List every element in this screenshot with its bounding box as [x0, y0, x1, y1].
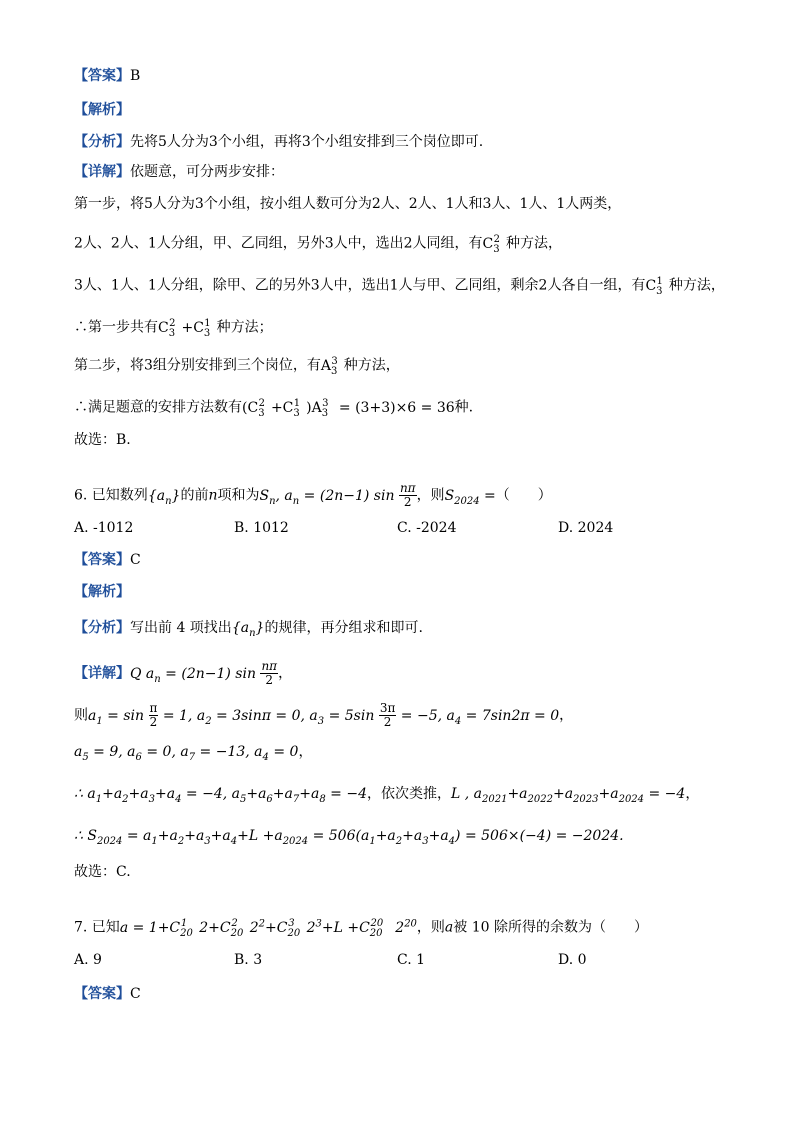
fenxi-tag: 【分析】: [74, 134, 130, 150]
case1-text-a: 2人、2人、1人分组，甲、乙同组，另外3人中，选出2人同组，有: [74, 235, 483, 252]
q6-seq: $\{a_n\}$: [147, 487, 181, 507]
case2-formula: $C_3^1$: [645, 276, 663, 297]
step1-total-formula: $C_3^2 +C_3^1$: [158, 318, 211, 339]
q6-stem-a: 6. 已知数列: [74, 487, 148, 504]
q6-option-b: B. 1012: [234, 520, 289, 536]
q6-analysis-line: [74, 582, 754, 602]
q5-analysis-line: [74, 100, 754, 120]
case1-formula: $C_3^2$: [482, 234, 501, 255]
q6-frac: $\frac{n\pi}{2}$: [399, 481, 416, 509]
q5-case2: [74, 272, 754, 301]
q7-option-b: B. 3: [234, 952, 263, 968]
q6-fenxi-line: 【分析】写出前 4 项找出$\{a_n\}$的规律，再分组求和即可.: [74, 620, 423, 639]
total-a: ∴满足题意的安排方法数有: [74, 399, 242, 416]
step1-total-a: ∴第一步共有: [74, 319, 158, 336]
q7-stem-b: ，则: [416, 919, 445, 936]
answer-value: B: [130, 68, 141, 84]
total-b: 种.: [454, 399, 474, 416]
q6-formula: $S_n$, $a_n = (2n-1)$ sin: [259, 487, 395, 507]
answer-value: C: [130, 552, 141, 568]
q6-stem-e: （ ）: [495, 487, 552, 504]
q6-stem-d: ，则: [416, 487, 445, 504]
q5-case1: [74, 230, 754, 259]
q6-next-terms: $a_5 = 9$, $a_6 = 0$, $a_7 = -13$, $a_4 = 0$，: [74, 744, 313, 763]
answer-tag: 【答案】: [74, 68, 130, 84]
q7-stem: 7. 已知$a = 1+C_{20}^1$ $2+C_{20}^2$ $2^2+C_{20}^3$ $2^3+L +C_{20}^{20}$ $2^{20}$，则a被 10 除所得的余数为（ ）: [74, 918, 648, 939]
answer-tag: 【答案】: [74, 552, 130, 568]
q6-choose: 故选：C.: [74, 864, 131, 880]
q7-stem-a: 7. 已知: [74, 919, 120, 936]
answer-value: C: [130, 986, 141, 1002]
q6-stem-b: 的前: [180, 487, 209, 504]
step2-formula: $A_3^3$: [320, 356, 338, 377]
q5-answer-line: [74, 66, 754, 86]
step2-a: 第二步，将3组分别安排到三个岗位，有: [74, 357, 321, 374]
case2-text-a: 3人、1人、1人分组，除甲、乙的另外3人中，选出1人与甲、乙同组，剩余2人各自一组，有: [74, 277, 646, 294]
q5-xiangjie-line: [74, 162, 754, 182]
case1-text-b: 种方法，: [506, 235, 563, 252]
answer-tag: 【答案】: [74, 986, 130, 1002]
q5-fenxi-line: [74, 132, 754, 152]
fenxi-a: 写出前 4 项找出: [130, 620, 232, 636]
q5-total: [74, 394, 754, 423]
q5-step1: 第一步，将5人分为3个小组，按小组人数可分为2人、2人、1人和3人、1人、1人两类，: [74, 196, 622, 212]
fenxi-tag: 【分析】: [74, 620, 130, 636]
q7-stem-c: 被 10 除所得的余数为（ ）: [453, 919, 648, 936]
xiangjie-text: 依题意，可分两步安排：: [130, 164, 284, 180]
case2-text-b: 种方法，: [668, 277, 725, 294]
q6-result: ∴ $S_{2024} = a_1+a_2+a_3+a_4+L +a_{2024} = 506(a_1+a_2+a_3+a_4) = 506\times(-4) = -2024$.: [74, 828, 624, 847]
xiangjie-tag: 【详解】: [74, 164, 130, 180]
etc-text: ，依次类推，: [366, 786, 451, 802]
q5-choose: 故选：B.: [74, 432, 131, 448]
fenxi-b: 的规律，再分组求和即可.: [264, 620, 423, 636]
analysis-tag: 【解析】: [74, 584, 130, 600]
q7-option-c: C. 1: [397, 952, 426, 968]
q6-option-a: A. -1012: [74, 520, 134, 536]
q7-formula: $a = 1+C_{20}^1$ $2+C_{20}^2$ $2^2+C_{20}^3$ $2^3+L +C_{20}^{20}$ $2^{20}$: [119, 918, 417, 939]
fenxi-text: 先将5人分为3个小组，再将3个小组安排到三个岗位即可.: [130, 134, 484, 150]
analysis-tag: 【解析】: [74, 102, 130, 118]
q7-option-d: D. 0: [558, 952, 587, 968]
q6-xiangjie-line: 【详解】Q $a_n = (2n-1)$ sin $\frac{n\pi}{2}$ ，: [74, 659, 293, 687]
q6-option-d: D. 2024: [558, 520, 614, 536]
then-text: 则: [74, 707, 88, 724]
q6-group-sum: ∴ $a_1+a_2+a_3+a_4 = -4$, $a_5+a_6+a_7+a_8 = -4$，依次类推，L , $a_{2021}+a_{2022}+a_{2023}+a_{2024} = -4$，: [74, 786, 700, 805]
q5-step2: [74, 352, 754, 381]
q7-answer-line: [74, 984, 754, 1004]
q5-step1-total: [74, 314, 754, 343]
step1-total-b: 种方法；: [216, 319, 273, 336]
total-formula: ($C_3^2 +C_3^1$ )$A_3^3 = (3+3)\times 6 = 36$: [242, 398, 455, 419]
q7-option-a: A. 9: [74, 952, 102, 968]
xiangjie-tag: 【详解】: [74, 665, 130, 682]
q6-stem-c: 项和为: [217, 487, 260, 504]
q6-stem: 6. 已知数列$\{a_n\}$的前n项和为$S_n$, $a_n = (2n-1)$ sin $\frac{n\pi}{2}$ ，则$S_{2024}$ =（ ）: [74, 481, 552, 509]
q6-option-c: C. -2024: [397, 520, 457, 536]
q6-answer-line: [74, 550, 754, 570]
q6-first-terms: 则$a_1 = \sin$ $\frac{\pi}{2}$ = 1, $a_2 = 3\sin\pi = 0$, $a_3 = 5\sin$ $\frac{3\pi}{2}$ = −5, $a_4 = 7\sin 2\pi = 0$，: [74, 701, 574, 729]
step2-b: 种方法，: [343, 357, 400, 374]
